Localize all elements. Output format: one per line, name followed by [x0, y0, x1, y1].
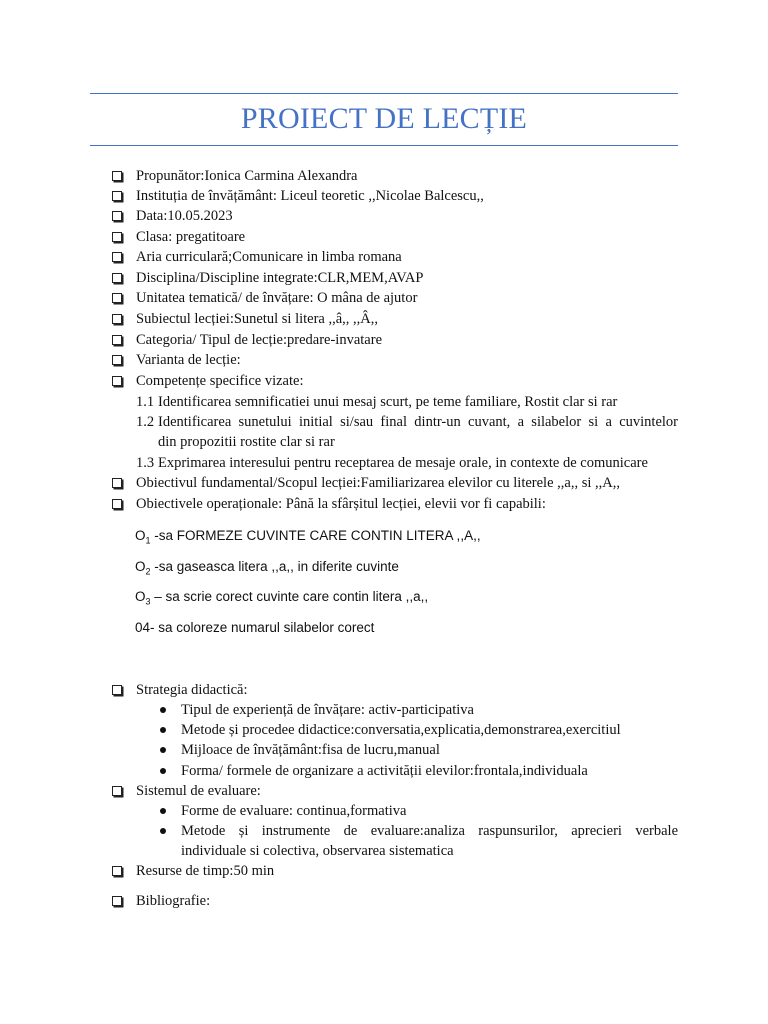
- checkbox-bullet-icon: [112, 376, 122, 386]
- checkbox-bullet-icon: [112, 191, 122, 201]
- bullet-dot-icon: [160, 727, 166, 733]
- checkbox-bullet-icon: [112, 499, 122, 509]
- page-title: PROIECT DE LECȚIE: [240, 102, 528, 135]
- checkbox-bullet-icon: [112, 273, 122, 283]
- bullet-dot-icon: [160, 747, 166, 753]
- checkbox-bullet-icon: [112, 335, 122, 345]
- checkbox-bullet-icon: [112, 232, 122, 242]
- bullet-dot-icon: [160, 768, 166, 774]
- checkbox-bullet-icon: [112, 866, 122, 876]
- objective-item: $O_2$ -sa gaseasca litera ,,a,, in diferite cuvinte: [135, 559, 399, 577]
- objective-item: $O_1$ -sa FORMEZE CUVINTE CARE CONTIN LITERA ,,A,,: [135, 528, 481, 546]
- checkbox-bullet-icon: [112, 478, 122, 488]
- document-page: PROIECT DE LECȚIE Propunător:Ionica Carmina Alexandra Instituția de învățământ: Liceul teoretic ,,Nicolae Balcescu,, Data:10.05.2023 Clasa: pregatitoare Aria curriculară;Comunicare in limba romana Disciplina/Discipline integrate:CLR,MEM,AVAP Unitatea tematică/ de învățare: O mâna de ajutor Subiectul lecției:Sunetul si litera ,,â,, ,,Â,, Categoria/ Tipul de lecție:predare-invatare Varianta de lecție: Competențe specifice vizate: 1.1 Identificarea semnificatiei unui mesaj scurt, pe teme familiare, Rostit clar si rar 1.2 Identificarea sunetului initial si/sau final dintr-un cuvant, a silabelor si a cuvintelor din propozitii rostite clar si rar 1.3 Exprimarea interesului pentru receptarea de mesaje orale, in contexte de comunicare Obiectivul fundamental/Scopul lecției:Familiarizarea elevilor cu literele ,,a,, si ,,A,, Obiectivele operaționale: Până la sfârșitul lecției, elevii vor fi capabili: $O_1$ -sa FORMEZE CUVINTE CARE CONTIN LITERA ,,A,, $O_2$ -sa gaseasca litera ,,a,, in diferite cuvinte $O_3$ – sa scrie corect cuvinte care contin litera ,,a,, 04- sa coloreze numarul silabelor corect Strategia didactică: Tipul de experiență de învățare: activ-participativa Metode și procedee didactice:conversatia,explicatia,demonstrarea,exercitiul Mijloace de învățământ:fisa de lucru,manual Forma/ formele de organizare a activității elevilor:frontala,individuala Sistemul de evaluare: Forme de evaluare: continua,formativa Metode și instrumente de evaluare:analiza raspunsurilor, aprecieri verbale individuale si colectiva, observarea sistematica Resurse de timp:50 min Bibliografie:: [0, 0, 768, 1024]
- checkbox-bullet-icon: [112, 211, 122, 221]
- checkbox-bullet-icon: [112, 293, 122, 303]
- bullet-dot-icon: [160, 808, 166, 814]
- checkbox-bullet-icon: [112, 171, 122, 181]
- checkbox-bullet-icon: [112, 314, 122, 324]
- title-top-rule: [90, 93, 678, 94]
- checkbox-bullet-icon: [112, 252, 122, 262]
- checkbox-bullet-icon: [112, 685, 122, 695]
- bullet-dot-icon: [160, 828, 166, 834]
- objective-item: 04- sa coloreze numarul silabelor corect: [135, 620, 375, 635]
- checkbox-bullet-icon: [112, 786, 122, 796]
- checkbox-bullet-icon: [112, 896, 122, 906]
- objective-item: $O_3$ – sa scrie corect cuvinte care contin litera ,,a,,: [135, 589, 429, 607]
- checkbox-bullet-icon: [112, 355, 122, 365]
- title-bottom-rule: [90, 145, 678, 146]
- bullet-dot-icon: [160, 707, 166, 713]
